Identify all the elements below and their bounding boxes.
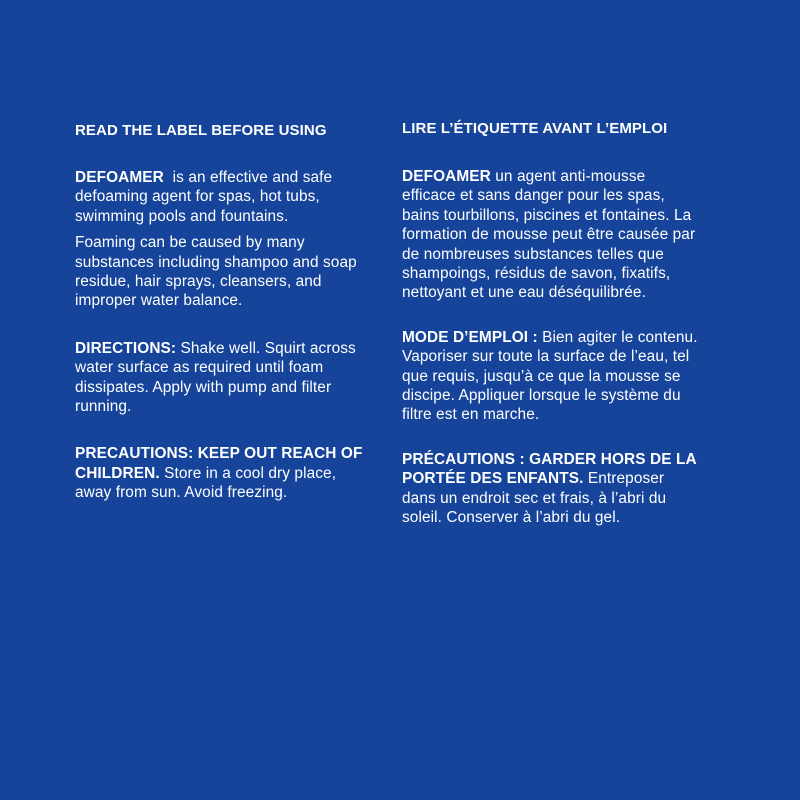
english-precautions-paragraph (75, 444, 375, 502)
french-directions-text: Bien agiter le contenu. Vaporiser sur toute la surface de l’eau, tel que requis, jusqu’à ce que la mousse se discipe. Appliquer lorsque le système du filtre est en marche. (402, 328, 698, 424)
french-defoamer-text: un agent anti-mousse efficace et sans danger pour les spas, bains tourbillons, piscines et fontaines. La formation de mousse peut être causée par de nombreuses substances telles que shampoings, résidus de savon, fixatifs, nettoyant et une eau déséquilibrée. (402, 168, 696, 302)
english-defoamer-paragraph (75, 168, 375, 226)
english-foaming-paragraph: Foaming can be caused by many substances including shampoo and soap residue, hair sprays, cleansers, and improper water balance. (75, 234, 357, 310)
english-heading: READ THE LABEL BEFORE USING (75, 122, 327, 139)
french-heading: LIRE L’ÉTIQUETTE AVANT L’EMPLOI (402, 120, 668, 137)
french-directions-paragraph (402, 328, 702, 425)
english-directions-text: Shake well. Squirt across water surface as required until foam dissipates. Apply with pump and filter running. (75, 339, 356, 416)
english-directions-paragraph (75, 339, 375, 417)
french-precautions-paragraph (402, 450, 702, 528)
english-directions-title: DIRECTIONS: (75, 339, 177, 357)
french-precautions-title: PRÉCAUTIONS : GARDER HORS DE LA PORTÉE DES ENFANTS. (402, 450, 697, 488)
french-column (402, 119, 702, 528)
english-precautions-text: Store in a cool dry place, away from sun. Avoid freezing. (75, 464, 337, 502)
french-precautions-text: Entreposer dans un endroit sec et frais, à l’abri du soleil. Conserver à l’abri du gel. (402, 470, 667, 527)
english-column (75, 119, 375, 503)
french-directions-title: MODE D’EMPLOI : (402, 328, 538, 346)
english-defoamer-text: is an effective and safe defoaming agent for spas, hot tubs, swimming pools and fountains. (75, 169, 333, 225)
french-defoamer-paragraph (402, 167, 702, 303)
english-defoamer-title: DEFOAMER (75, 169, 164, 186)
english-precautions-title: PRECAUTIONS: KEEP OUT REACH OF CHILDREN. (75, 445, 363, 482)
french-defoamer-title: DEFOAMER (402, 168, 491, 185)
